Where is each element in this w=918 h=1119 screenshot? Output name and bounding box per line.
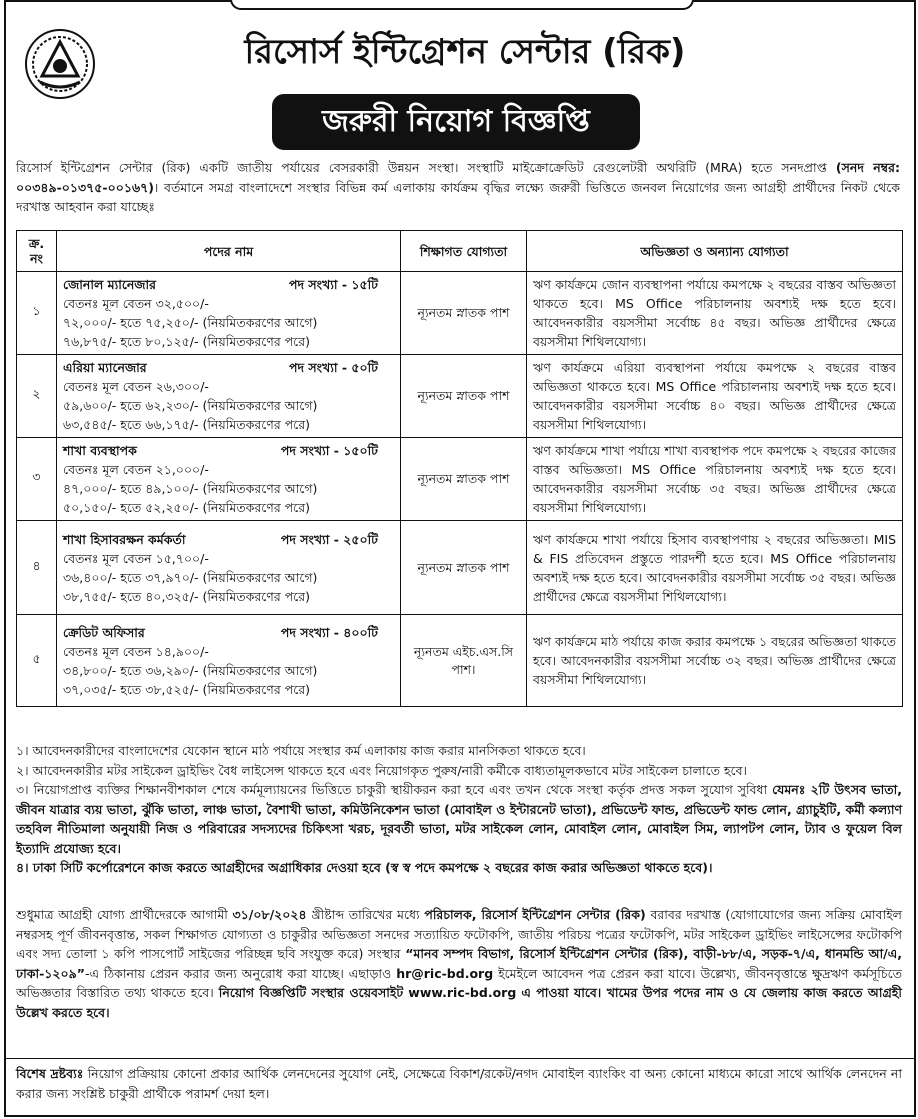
post-count: পদ সংখ্যা - ৫০টি xyxy=(288,360,378,375)
header-post: পদের নাম xyxy=(57,231,401,272)
application-instructions xyxy=(16,905,902,1022)
table-row xyxy=(17,521,903,615)
notes-section xyxy=(16,741,902,878)
row-post-cell xyxy=(57,438,401,521)
apply-text: খ্রীষ্টাব্দ তারিখের মধ্যে xyxy=(311,907,420,922)
salary-line: ৭২,০০০/- হতে ৭৫,২৫০/- (নিয়মিতকরণের আগে) xyxy=(63,315,318,330)
special-note-label: বিশেষ দ্রষ্টব্যঃ xyxy=(16,1066,84,1081)
table-row xyxy=(17,355,903,438)
row-serial: ৪ xyxy=(17,521,57,615)
note-item: ১। আবেদনকারীদের বাংলাদেশের যেকোন স্থানে মাঠ পর্যায়ে সংস্থার কর্ম এলাকায় কাজ করার মানসিকতা থাকতে হবে। xyxy=(16,743,586,758)
row-post-cell xyxy=(57,615,401,707)
header-serial: ক্র. নং xyxy=(17,231,57,272)
post-name: এরিয়া ম্যানেজার xyxy=(63,360,147,375)
post-name: জোনাল ম্যানেজার xyxy=(63,277,156,292)
post-count: পদ সংখ্যা - ১৫০টি xyxy=(280,443,378,458)
note-text: ৩। নিয়োগপ্রাপ্ত ব্যক্তির শিক্ষানবীশকাল শেষে কর্মমূল্যায়নের ভিত্তিতে চাকুরী স্থায়ীকরন করা হবে এবং তখন থেকে সংস্থা কর্তৃক প্রদত্ত সকল সুযোগ সুবিধা xyxy=(16,782,768,797)
table-row xyxy=(17,438,903,521)
apply-text: -এ ঠিকানায় প্রেরন করার জন্য অনুরোধ করা যাচ্ছে। এছাড়াও xyxy=(84,965,392,981)
note-item: ৪। ঢাকা সিটি কর্পোরেশনে কাজ করতে আগ্রহীদের অগ্রাধিকার দেওয়া হবে (স্ব স্ব পদে কমপক্ষে ২ বছরের কাজ করার অভিজ্ঞতা থাকতে হবে)। xyxy=(16,860,713,875)
organization-name: রিসোর্স ইন্টিগ্রেশন সেন্টার (রিক) xyxy=(244,32,686,72)
intro-text-continued: । বর্তমানে সমগ্র বাংলাদেশে সংস্থার বিভিন্ন কর্ম এলাকায় কার্যক্রম বৃদ্ধির লক্ষ্যে জরুরী ভিত্তিতে জনবল নিয়োগের জন্য আগ্রহী প্রার্থীদের নিকট থেকে দরখাস্ত আহবান করা যাচ্ছেঃ xyxy=(16,179,900,214)
row-post-cell xyxy=(57,272,401,355)
post-count: পদ সংখ্যা - ২৫০টি xyxy=(280,531,378,547)
row-education: ন্যূনতম স্নাতক পাশ xyxy=(401,272,527,355)
salary-line: ৩৮,৭৫৫/- হতে ৪০,৩২৫/- (নিয়মিতকরণের পরে) xyxy=(63,588,310,604)
salary-line: ৬৩,৫৪৫/- হতে ৬৬,১৭৫/- (নিয়মিতকরণের পরে) xyxy=(63,417,310,432)
salary-line: বেতনঃ মূল বেতন ২১,০০০/- xyxy=(63,462,209,477)
divider xyxy=(4,1058,914,1059)
row-serial: ২ xyxy=(17,355,57,438)
row-experience: ঋণ কার্যক্রমে শাখা পর্যায়ে শাখা ব্যবস্থাপক পদে কমপক্ষে ২ বছরের কাজের বাস্তব অভিজ্ঞতা। MS Office পরিচালনায় অবশ্যই দক্ষ হতে হবে। আবেদনকারীর বয়সসীমা সর্বোচ্চ ৩৫ বছর। অভিজ্ঞ প্রার্থীদের ক্ষেত্রে বয়সসীমা শিথিলযোগ্য। xyxy=(527,438,903,521)
row-education: ন্যূনতম স্নাতক পাশ xyxy=(401,521,527,615)
benefits-list: যেমনঃ ২টি উৎসব ভাতা, জীবন যাত্রার ব্যয় ভাতা, ঝুঁকি ভাতা, লাঞ্চ ভাতা, বৈশাখী ভাতা, কমিউনিকেশন ভাতা (মোবাইল ও ইন্টারনেট ভাতা), প্রভিডেন্ট ফান্ড, প্রভিডেন্ট ফান্ড লোন, গ্র্যাচুইটি, কর্মী কল্যাণ তহবিল নীতিমালা অনুযায়ী নিজ ও পরিবারের সদস্যদের চিকিৎসা খরচ, দূরবর্তী ভাতা, মটর সাইকেল লোন, মোবাইল লোন, মোবাইল সিম, ল্যাপটপ লোন, ট্যাব ও ফুয়েল বিল ইত্যাদি প্রযোজ্য হবে। xyxy=(16,782,903,856)
row-experience: ঋণ কার্যক্রমে শাখা পর্যায়ে হিসাব ব্যবস্থাপণায় ২ বছরের অভিজ্ঞতা। MIS & FIS প্রতিবেদন প্রস্তুতে পারদর্শী হতে হবে। MS Office পরিচালনায় অবশ্যই দক্ষ হতে হবে। আবেদনকারীর বয়সসীমা সর্বোচ্চ ৩৫ বছর। অভিজ্ঞ প্রার্থীদের ক্ষেত্রে বয়সসীমা শিথিলযোগ্য। xyxy=(527,521,903,615)
row-post-cell xyxy=(57,355,401,438)
notice-headline: জরুরী নিয়োগ বিজ্ঞপ্তি xyxy=(272,94,640,150)
row-post-cell xyxy=(57,521,401,615)
website-note: নিয়োগ বিজ্ঞপ্তিটি সংস্থার ওয়েবসাইট xyxy=(218,985,404,1000)
recipient: পরিচালক, রিসোর্স ইন্টিগ্রেশন সেন্টার (রিক) xyxy=(424,907,646,922)
intro-text: রিসোর্স ইন্টিগ্রেশন সেন্টার (রিক) একটি জাতীয় পর্যায়ের বেসরকারী উন্নয়ন সংস্থা। সংস্থাটি মাইক্রোক্রেডিট রেগুলেটরী অথরিটি (MRA) হতে সনদপ্রাপ্ত xyxy=(16,160,827,175)
row-education: ন্যূনতম স্নাতক পাশ xyxy=(401,438,527,521)
salary-line: বেতনঃ মূল বেতন ৩২,৫০০/- xyxy=(63,296,209,311)
deadline-date: ৩১/০৮/২০২৪ xyxy=(232,907,307,922)
intro-paragraph xyxy=(16,158,900,217)
salary-line: বেতনঃ মূল বেতন ১৪,৯০০/- xyxy=(63,643,209,659)
salary-line: বেতনঃ মূল বেতন ১৫,৭০০/- xyxy=(63,550,209,566)
top-decorative-border xyxy=(230,0,694,10)
salary-line: ৫৯,৬০০/- হতে ৬২,২৩০/- (নিয়মিতকরণের আগে) xyxy=(63,398,318,413)
special-note-text: নিয়োগ প্রক্রিয়ায় কোনো প্রকার আর্থিক লেনদেনের সুযোগ নেই, সেক্ষেত্রে বিকাশ/রকেট/নগদ মোবাইল ব্যাংকিং বা অন্য কোনো মাধ্যমে কারো সাথে আর্থিক লেনদেন না করার জন্য সংশ্লিষ্ট চাকুরী প্রার্থীকে পরামর্শ দেয়া হল। xyxy=(16,1066,902,1101)
row-education: ন্যূনতম এইচ.এস.সি পাশ। xyxy=(401,615,527,707)
post-name: শাখা ব্যবস্থাপক xyxy=(63,443,137,458)
row-experience: ঋণ কার্যক্রমে মাঠ পর্যায়ে কাজ করার কমপক্ষে ১ বছরের অভিজ্ঞতা থাকতে হবে। আবেদনকারীর বয়সসীমা সর্বোচ্চ ৩২ বছর। অভিজ্ঞ প্রার্থীদের ক্ষেত্রে বয়সসীমা শিথিলযোগ্য। xyxy=(527,615,903,707)
job-table xyxy=(16,230,903,707)
special-note xyxy=(16,1064,902,1103)
apply-text: শুধুমাত্র আগ্রহী যোগ্য প্রার্থীদেরকে আগামী xyxy=(16,907,228,922)
organization-emblem-icon xyxy=(24,28,96,100)
envelope-note: এ পাওয়া যাবে। খামের উপর পদের নাম ও যে জেলায় কাজ করতে আগ্রহী উল্লেখ করতে হবে। xyxy=(16,985,903,1020)
header-experience: অভিজ্ঞতা ও অন্যান্য যোগ্যতা xyxy=(527,231,903,272)
website-url: www.ric-bd.org xyxy=(408,985,517,1000)
table-row xyxy=(17,272,903,355)
post-count: পদ সংখ্যা - ১৫টি xyxy=(288,277,378,292)
salary-line: ৪৭,০০০/- হতে ৪৯,১০০/- (নিয়মিতকরণের আগে) xyxy=(63,481,318,496)
post-name: শাখা হিসাবরক্ষন কর্মকর্তা xyxy=(63,531,186,547)
post-count: পদ সংখ্যা - ৪০০টি xyxy=(280,624,378,640)
salary-line: ৩৭,০৩৫/- হতে ৩৮,৫২৫/- (নিয়মিতকরণের পরে) xyxy=(63,681,310,697)
row-experience: ঋণ কার্যক্রমে এরিয়া ব্যবস্থাপনা পর্যায়ে কমপক্ষে ২ বছরের বাস্তব অভিজ্ঞতা থাকতে হবে। MS Office পরিচালনায় অবশ্যই দক্ষ হতে হবে। আবেদনকারীর বয়সসীমা সর্বোচ্চ ৪০ বছর। অভিজ্ঞ প্রার্থীদের ক্ষেত্রে বয়সসীমা শিথিলযোগ্য। xyxy=(527,355,903,438)
note-item xyxy=(16,780,902,858)
table-header-row xyxy=(17,231,903,272)
row-serial: ১ xyxy=(17,272,57,355)
mailing-address: “মানব সম্পদ বিভাগ, রিসোর্স ইন্টিগ্রেশন সেন্টার (রিক), বাড়ী-৮৮/এ, সড়ক-৭/এ, ধানমন্ডি আ/এ, ঢাকা-১২০৯” xyxy=(16,946,902,981)
note-item: ২। আবেদনকারীর মটর সাইকেল ড্রাইভিং বৈধ লাইসেন্স থাকতে হবে এবং নিয়োগকৃত পুরুষ/নারী কর্মীকে বাধ্যতামূলকভাবে মটর সাইকেল চালাতে হবে। xyxy=(16,762,747,778)
email-address: hr@ric-bd.org xyxy=(396,965,494,981)
apply-text: বরাবর দরখাস্ত (যোগাযোগের জন্য সক্রিয় মোবাইল নম্বরসহ পূর্ণ জীবনবৃত্তান্ত, সকল শিক্ষাগত যোগ্যতা ও চাকুরীর অভিজ্ঞতা সনদের সত্যায়িত ফটোকপি, জাতীয় পরিচয় পত্রের ফটোকপি, মটর সাইকেল ড্রাইভিং লাইসেন্সের ফটোকপি এবং সদ্য তোলা ১ কপি পাসপোর্ট সাইজের পরিচ্ছন্ন ছবি সংযুক্ত করে) সংস্থার xyxy=(16,907,902,961)
header-education: শিক্ষাগত যোগ্যতা xyxy=(401,231,527,272)
row-education: ন্যূনতম স্নাতক পাশ xyxy=(401,355,527,438)
salary-line: বেতনঃ মূল বেতন ২৬,৩০০/- xyxy=(63,379,209,394)
post-name: ক্রেডিট অফিসার xyxy=(63,624,145,640)
table-row xyxy=(17,615,903,707)
salary-line: ৫০,১৫০/- হতে ৫২,২৫০/- (নিয়মিতকরণের পরে) xyxy=(63,500,310,515)
salary-line: ৩৬,৪০০/- হতে ৩৭,৯৭০/- (নিয়মিতকরণের আগে) xyxy=(63,569,318,585)
row-serial: ৩ xyxy=(17,438,57,521)
apply-text: ইমেইলে আবেদন পত্র প্রেরন করা যাবে। উল্লেখ্য, জীবনবৃত্তান্তে ক্ষুদ্রঋণ কর্মসূচিতে অভিজ্ঞতার বিস্তারিত তথ্য থাকতে হবে। xyxy=(16,965,903,1000)
row-experience: ঋণ কার্যক্রমে জোন ব্যবস্থাপনা পর্যায়ে কমপক্ষে ২ বছরের বাস্তব অভিজ্ঞতা থাকতে হবে। MS Office পরিচালনায় অবশ্যই দক্ষ হতে হবে। আবেদনকারীর বয়সসীমা সর্বোচ্চ ৪৫ বছর। অভিজ্ঞ প্রার্থীদের ক্ষেত্রে বয়সসীমা শিথিলযোগ্য। xyxy=(527,272,903,355)
certificate-number: (সনদ নম্বর: ০০৩৪৯-০১৩৭৫-০০১৬৭) xyxy=(16,160,900,195)
row-serial: ৫ xyxy=(17,615,57,707)
salary-line: ৩৪,৮০০/- হতে ৩৬,২৯০/- (নিয়মিতকরণের আগে) xyxy=(63,662,318,678)
salary-line: ৭৬,৮৭৫/- হতে ৮০,১২৫/- (নিয়মিতকরণের পরে) xyxy=(63,334,310,349)
